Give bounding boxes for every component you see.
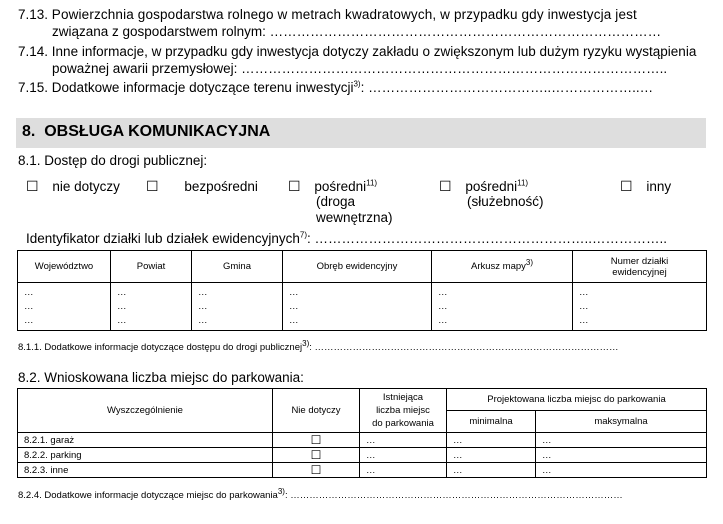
s81-label: 8.1. Dostęp do drogi publicznej: (18, 153, 208, 168)
item-7-15: 7.15. Dodatkowe informacje dotyczące terenu inwestycji$^{3)}$: …………………………………..………………..… (18, 79, 654, 95)
checkbox-icon[interactable]: ☐ (26, 178, 39, 194)
checkbox-icon[interactable]: ☐ (620, 178, 633, 194)
col-header: Wyszczególnienie (18, 389, 273, 433)
table-row: 8.2.3. inne ☐ … … … (18, 463, 707, 478)
checkbox-icon: ☐ (310, 463, 322, 477)
parking-table (17, 388, 707, 478)
col-header: Numer działki ewidencyjnej (573, 251, 707, 283)
col-header: Projektowana liczba miejsc do parkowania (447, 389, 707, 411)
option-posredni-droga[interactable]: ☐ pośredni$^{11)}$ (288, 178, 378, 194)
fill-dots[interactable]: ………………………………………………………………………………….. (241, 61, 668, 76)
col-header: Obręb ewidencyjny (283, 251, 432, 283)
col-header: maksymalna (536, 411, 707, 433)
fill-dots[interactable]: ……………………………………………………..…………….. (314, 231, 668, 246)
table-row: … … … … … … … … … … … … … … … … … … (18, 283, 707, 331)
s811-line: 8.1.1. Dodatkowe informacje dotyczące dostępu do drogi publicznej$^{3)}$: …………………………………………………………………………………… (18, 338, 619, 353)
option-posredni-sluzebnosc[interactable]: ☐ pośredni$^{11)}$ (439, 178, 529, 194)
table-row: 8.2.2. parking ☐ … … … (18, 448, 707, 463)
item-7-13 (18, 6, 709, 24)
item-7-14: 7.14. Inne informacje, w przypadku gdy inwestycja dotyczy zakładu o zwiększonym lub dużym ryzyku wystąpienia (18, 44, 697, 59)
parcel-table (17, 250, 707, 331)
item-text: Powierzchnia gospodarstwa rolnego w metrach kwadratowych, w przypadku gdy inwestycja jest (51, 7, 637, 22)
col-header: Powiat (111, 251, 192, 283)
ident-line: Identyfikator działki lub działek ewidencyjnych$^{7)}$: ……………………………………………………..…………….. (26, 230, 668, 246)
option-sub: wewnętrzna) (316, 210, 393, 225)
option-sub: (droga (316, 194, 356, 209)
col-header: minimalna (447, 411, 536, 433)
checkbox-icon: ☐ (310, 433, 322, 447)
col-header: Gmina (192, 251, 283, 283)
item-7-14-line2: poważnej awarii przemysłowej: ………………………………………………………………………………….. (52, 61, 668, 76)
fill-dots[interactable]: …………………………………………………………………………………… (314, 342, 619, 353)
col-header: Nie dotyczy (273, 389, 360, 433)
fill-dots[interactable]: …………………………………..………………..… (368, 80, 654, 95)
section-title: 8. OBSŁUGA KOMUNIKACYJNA (22, 123, 271, 140)
checkbox-icon[interactable]: ☐ (146, 178, 159, 194)
option-nie-dotyczy[interactable]: ☐ nie dotyczy (26, 178, 120, 194)
item-number: 7.13. (18, 7, 49, 22)
checkbox-icon[interactable]: ☐ (288, 178, 301, 194)
fill-dots[interactable]: …………………………………………………………………………… (269, 24, 662, 39)
col-header: Arkusz mapy$^{3)}$ (432, 251, 573, 283)
checkbox-icon[interactable]: ☐ (439, 178, 452, 194)
s824-line: 8.2.4. Dodatkowe informacje dotyczące miejsc do parkowania$^{3)}$: …………………………………………………………………………………………… (18, 486, 623, 501)
col-header: Województwo (18, 251, 111, 283)
section-8-header (16, 118, 706, 148)
option-bezposredni[interactable]: ☐ bezpośredni (146, 178, 258, 194)
checkbox-icon: ☐ (310, 448, 322, 462)
item-7-13-line2: związana z gospodarstwem rolnym: …………………………………………………………………………… (52, 24, 662, 39)
option-sub: (służebność) (467, 194, 544, 209)
s82-label: 8.2. Wnioskowana liczba miejsc do parkowania: (18, 370, 304, 385)
fill-dots[interactable]: …………………………………………………………………………………………… (290, 490, 623, 501)
table-row: 8.2.1. garaż ☐ … … … (18, 433, 707, 448)
option-inny[interactable]: ☐ inny (620, 178, 672, 194)
col-header: Istniejąca liczba miejsc do parkowania (360, 389, 447, 433)
